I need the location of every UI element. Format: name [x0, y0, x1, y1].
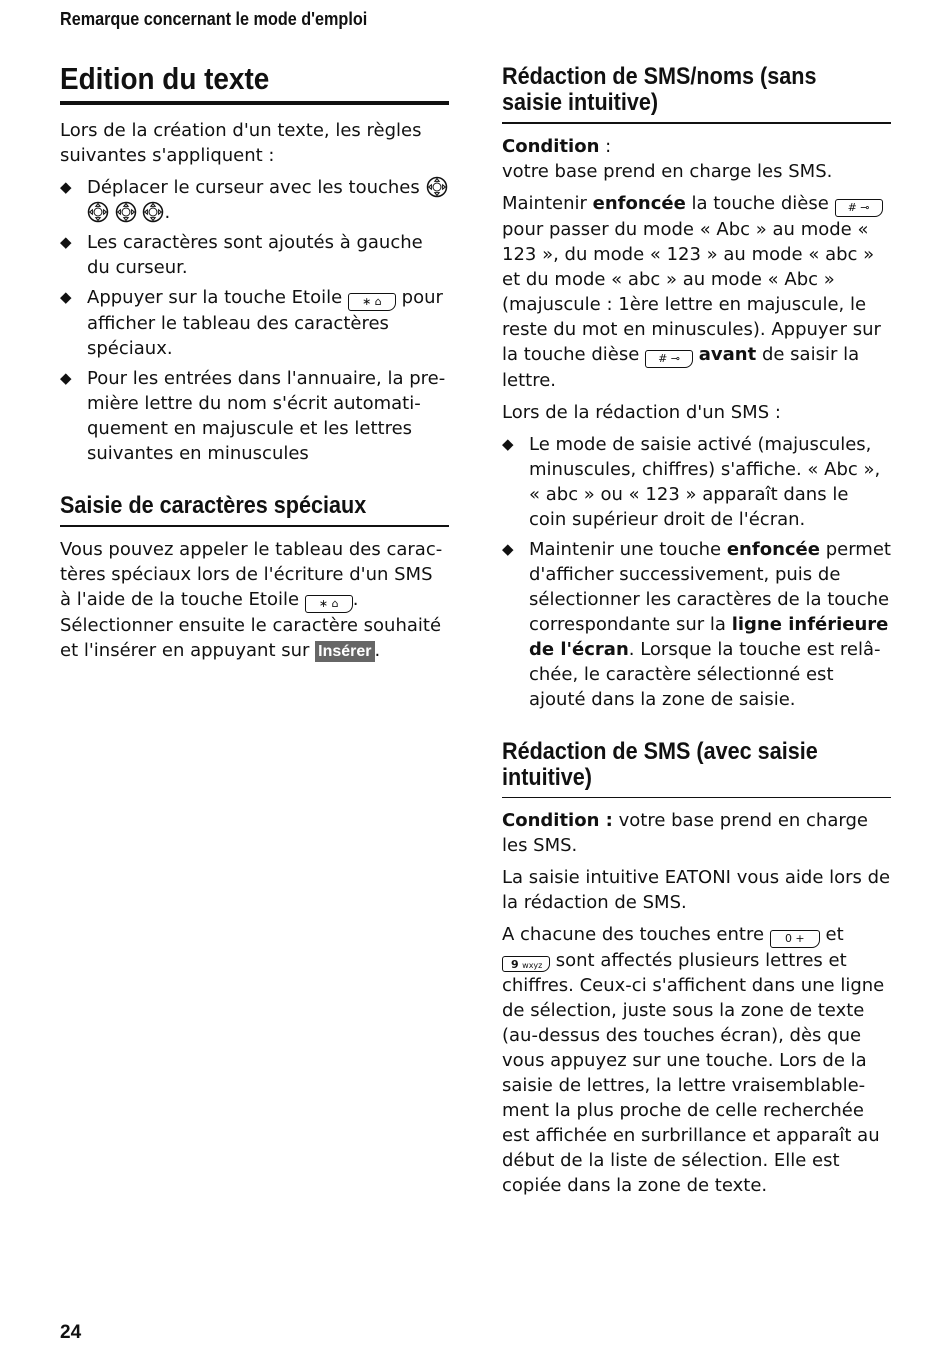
- page-number: 24: [60, 1322, 82, 1343]
- sms-rules-list: [502, 432, 891, 712]
- navigation-key-icon: [426, 176, 448, 198]
- right-column: [502, 58, 891, 1205]
- nine-key-icon: 9 wxyz: [502, 956, 550, 972]
- list-item: ◆ Les caractères sont ajoutés à gauche du curseur.: [60, 232, 423, 278]
- intro-paragraph: Lors de la création d'un texte, les règles suivantes s'appliquent :: [60, 120, 422, 166]
- sms-intro-paragraph: Lors de la rédaction d'un SMS :: [502, 401, 781, 423]
- diamond-bullet-icon: ◆: [502, 539, 514, 558]
- rules-list: [60, 175, 449, 466]
- condition-paragraph: Condition : votre base prend en charge les SMS.: [502, 810, 868, 856]
- diamond-bullet-icon: ◆: [502, 434, 514, 453]
- section-title-edition: Edition du texte: [60, 61, 270, 96]
- section-rule: [502, 122, 891, 124]
- zero-key-icon: 0 +: [770, 930, 820, 948]
- hash-key-icon: # ⊸: [645, 350, 693, 368]
- list-item: ◆ Appuyer sur la touche Etoile ∗ ⌂ pour afficher le tableau des caractères spéciaux.: [60, 287, 443, 359]
- list-item: ◆ Pour les entrées dans l'annuaire, la première lettre du nom s'écrit automatiquement en majuscule et les lettres suivantes en minuscules: [60, 368, 446, 464]
- section-title-sms-intuitive: Rédaction de SMS (avec saisie intuitive): [502, 737, 818, 791]
- section-title-sms-no-intuitive: Rédaction de SMS/noms (sans saisie intuitive): [502, 63, 817, 116]
- special-chars-paragraph: Vous pouvez appeler le tableau des caractères spéciaux lors de l'écriture d'un SMS à l'aide de la touche Etoile ∗ ⌂ . Sélectionner ensuite le caractère souhaité et l'insérer en appuyant sur Insérer .: [60, 538, 443, 661]
- star-key-icon: ∗ ⌂: [348, 293, 396, 311]
- keys-paragraph: A chacune des touches entre 0 + et 9 wxyz sont affectés plusieurs lettres et chiffres. Ceux-ci s'affichent dans une ligne de sélection, juste sous la zone de texte (au-dessus des touches écran), dès que vous appuyez sur une touche. Lors de la saisie de lettres, la lettre vraisemblablement la plus proche de celle recherchée est affichée en surbrillance et apparaît au début de la liste de sélection. Elle est copiée dans la zone de texte.: [502, 924, 885, 1196]
- insert-softkey: Insérer: [315, 641, 374, 662]
- condition-paragraph: Condition : votre base prend en charge les SMS.: [502, 135, 833, 182]
- hash-key-icon: # ⊸: [835, 199, 883, 217]
- section-rule: [60, 525, 449, 527]
- diamond-bullet-icon: ◆: [60, 288, 72, 306]
- list-item: ◆ Le mode de saisie activé (majuscules, minuscules, chiffres) s'affiche. « Abc », « abc » ou « 123 » apparaît dans le coin supérieur droit de l'écran.: [502, 433, 881, 530]
- mode-switch-paragraph: Maintenir enfoncée la touche dièse # ⊸ pour passer du mode « Abc » au mode « 123 », du mode « 123 » au mode « abc » et du mode « abc » au mode « Abc » (majuscule : 1ère lettre en majuscule, le reste du mot en minuscules). Appuyer sur la touche dièse # ⊸ avant de saisir la lettre.: [502, 192, 881, 391]
- section-rule: [502, 797, 891, 799]
- running-header: Remarque concernant le mode d'emploi: [60, 9, 368, 29]
- navigation-key-up-icon: [115, 201, 137, 223]
- navigation-key-left-icon: [87, 201, 109, 223]
- diamond-bullet-icon: ◆: [60, 178, 72, 196]
- diamond-bullet-icon: ◆: [60, 369, 72, 387]
- title-rule: [60, 101, 449, 105]
- star-key-icon: ∗ ⌂: [305, 595, 353, 613]
- diamond-bullet-icon: ◆: [60, 233, 72, 251]
- eatoni-paragraph: La saisie intuitive EATONI vous aide lors de la rédaction de SMS.: [502, 867, 891, 913]
- list-item: ◆ Maintenir une touche enfoncée permet d'afficher successivement, puis de sélectionner les caractères de la touche correspondante sur la ligne inférieure de l'écran. Lorsque la touche est relâchée, le caractère sélectionné est ajouté dans la zone de saisie.: [502, 538, 891, 710]
- navigation-key-down-icon: [142, 201, 164, 223]
- left-column: [60, 58, 449, 670]
- list-item: ◆ Déplacer le curseur avec les touches .: [60, 175, 449, 225]
- section-title-special-chars: Saisie de caractères spéciaux: [60, 492, 367, 519]
